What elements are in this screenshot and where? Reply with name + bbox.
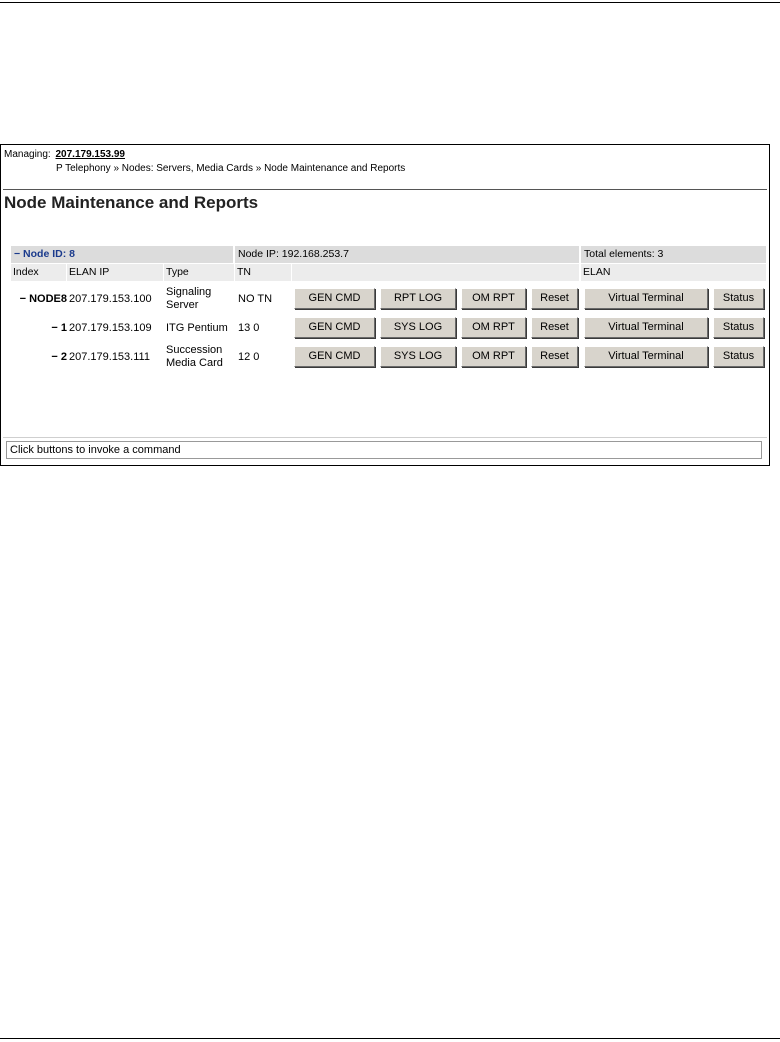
managing-label: Managing: (4, 149, 51, 160)
breadcrumb: P Telephony » Nodes: Servers, Media Cards » Node Maintenance and Reports (56, 163, 406, 174)
column-header-index: Index (11, 264, 66, 281)
column-header-row (11, 264, 766, 281)
row-index-toggle[interactable]: − NODE8 (19, 293, 67, 305)
gen-cmd-button[interactable]: GEN CMD (294, 346, 375, 367)
gen-cmd-button[interactable]: GEN CMD (294, 317, 375, 338)
page-bottom-rule (0, 1038, 780, 1039)
total-elements: Total elements: 3 (581, 246, 766, 263)
node-ip: Node IP: 192.168.253.7 (235, 246, 579, 263)
reset-button[interactable]: Reset (531, 288, 578, 309)
status-message: Click buttons to invoke a command (6, 441, 762, 459)
reset-button[interactable]: Reset (531, 317, 578, 338)
virtual-terminal-button[interactable]: Virtual Terminal (584, 288, 708, 309)
row-tn: NO TN (238, 293, 273, 305)
column-header-commands (292, 264, 579, 281)
row-type: ITG Pentium (166, 322, 228, 334)
row-type: Signaling Server (166, 286, 212, 311)
om-rpt-button[interactable]: OM RPT (461, 288, 526, 309)
column-header-elan-ip: ELAN IP (67, 264, 163, 281)
table-row (11, 315, 766, 341)
status-button[interactable]: Status (713, 346, 764, 367)
status-bar (3, 437, 767, 462)
managing-line (4, 149, 125, 161)
row-tn: 12 0 (238, 351, 260, 363)
table-row (11, 344, 766, 370)
node-maintenance-window (0, 144, 770, 466)
row-tn: 13 0 (238, 322, 260, 334)
sys-log-button[interactable]: SYS LOG (380, 346, 456, 367)
row-index-toggle[interactable]: − 2 (51, 351, 67, 363)
status-button[interactable]: Status (713, 317, 764, 338)
virtual-terminal-button[interactable]: Virtual Terminal (584, 346, 708, 367)
node-id-toggle[interactable]: − Node ID: 8 (11, 246, 233, 263)
om-rpt-button[interactable]: OM RPT (461, 346, 526, 367)
sys-log-button[interactable]: SYS LOG (380, 317, 456, 338)
gen-cmd-button[interactable]: GEN CMD (294, 288, 375, 309)
node-header-row (11, 246, 766, 263)
status-button[interactable]: Status (713, 288, 764, 309)
column-header-tn: TN (235, 264, 291, 281)
row-elan-ip: 207.179.153.100 (69, 293, 152, 305)
page-title: Node Maintenance and Reports (4, 193, 259, 212)
column-header-elan: ELAN (581, 264, 766, 281)
om-rpt-button[interactable]: OM RPT (461, 317, 526, 338)
row-index-toggle[interactable]: − 1 (51, 322, 67, 334)
rpt-log-button[interactable]: RPT LOG (380, 288, 456, 309)
reset-button[interactable]: Reset (531, 346, 578, 367)
row-type: Succession Media Card (166, 344, 223, 369)
virtual-terminal-button[interactable]: Virtual Terminal (584, 317, 708, 338)
column-header-type: Type (164, 264, 234, 281)
title-divider (3, 189, 767, 190)
managing-ip-link[interactable]: 207.179.153.99 (55, 149, 125, 160)
table-row (11, 286, 766, 312)
row-elan-ip: 207.179.153.111 (69, 351, 150, 363)
page-top-rule (0, 2, 780, 3)
row-elan-ip: 207.179.153.109 (69, 322, 152, 334)
